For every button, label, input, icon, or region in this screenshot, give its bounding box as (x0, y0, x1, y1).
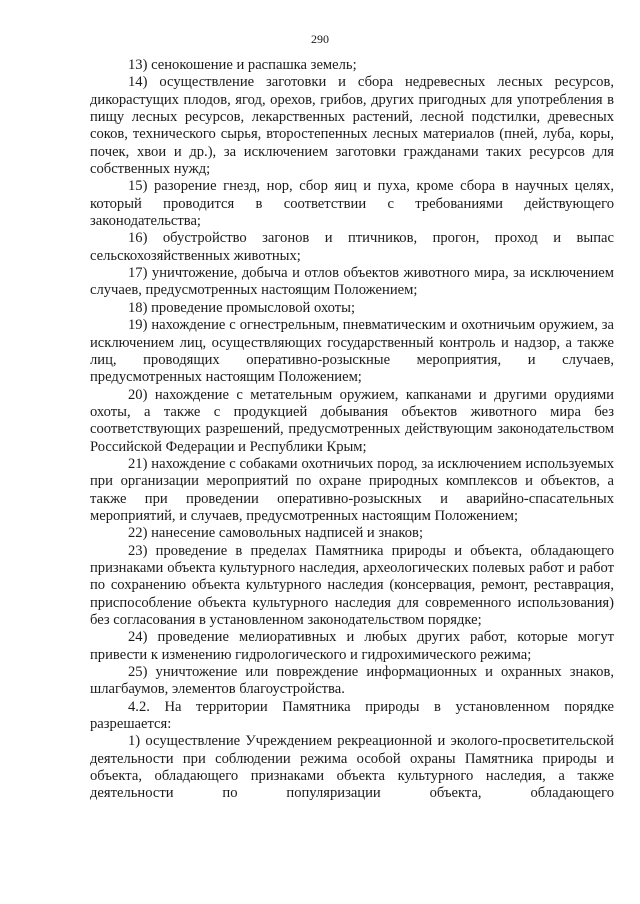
list-item: 22) нанесение самовольных надписей и знаков; (128, 525, 424, 542)
page-number: 290 (311, 32, 329, 46)
document-body (90, 57, 614, 803)
list-item: 23) проведение в пределах Памятника природы и объекта, обладающего признаками объекта культурного наследия, археологических полевых работ и работ по сохранению объекта культурного наследия (консервация, ремонт, реставрация, приспособление объекта культурного наследия для современного использования) без согласования в установленном законодательством порядке; (90, 542, 614, 628)
list-item: 20) нахождение с метательным оружием, капканами и другими орудиями охоты, а также с продукцией добывания объектов животного мира без соответствующих разрешений, предусмотренных действующим законодательством Российской Федерации и Республики Крым; (90, 386, 614, 455)
list-item: 1) осуществление Учреждением рекреационной и эколого-просветительской деятельности при соблюдении режима особой охраны Памятника природы и объекта, обладающего признаками объекта культурного наследия, а также деятельности по популяризации объекта, обладающего (90, 733, 614, 802)
list-item: 14) осуществление заготовки и сбора недревесных лесных ресурсов, дикорастущих плодов, ягод, орехов, грибов, других пригодных для употребления в пищу лесных ресурсов, лекарственных растений, лесной подстилки, древесных соков, технического сырья, второстепенных лесных материалов (пней, луба, коры, почек, хвои и др.), за исключением заготовки гражданами таких ресурсов для собственных нужд; (90, 74, 614, 178)
list-item: 19) нахождение с огнестрельным, пневматическим и охотничьим оружием, за исключением лиц, осуществляющих государственный контроль и надзор, а также лиц, проводящих оперативно-розыскные мероприятия, и случаев, предусмотренных настоящим Положением; (90, 317, 614, 386)
list-item: 18) проведение промысловой охоты; (128, 299, 356, 316)
list-item: 16) обустройство загонов и птичников, прогон, проход и выпас сельскохозяйственных животных; (90, 230, 614, 264)
section-paragraph: 4.2. На территории Памятника природы в установленном порядке разрешается: (90, 698, 614, 733)
list-item: 21) нахождение с собаками охотничьих пород, за исключением используемых при организации мероприятий по охране природных комплексов и объектов, а также при проведении оперативно-розыскных и аварийно-спасательных мероприятий, и случаев, предусмотренных настоящим Положением; (90, 455, 614, 524)
list-item: 24) проведение мелиоративных и любых других работ, которые могут привести к изменению гидрологического и гидрохимического режима; (90, 629, 614, 663)
list-item: 25) уничтожение или повреждение информационных и охранных знаков, шлагбаумов, элементов благоустройства. (90, 664, 614, 698)
list-item: 13) сенокошение и распашка земель; (128, 57, 357, 73)
list-item: 17) уничтожение, добыча и отлов объектов животного мира, за исключением случаев, предусмотренных настоящим Положением; (90, 265, 614, 299)
list-item: 15) разорение гнезд, нор, сбор яиц и пуха, кроме сбора в научных целях, который проводится в соответствии с требованиями действующего законодательства; (90, 178, 614, 230)
